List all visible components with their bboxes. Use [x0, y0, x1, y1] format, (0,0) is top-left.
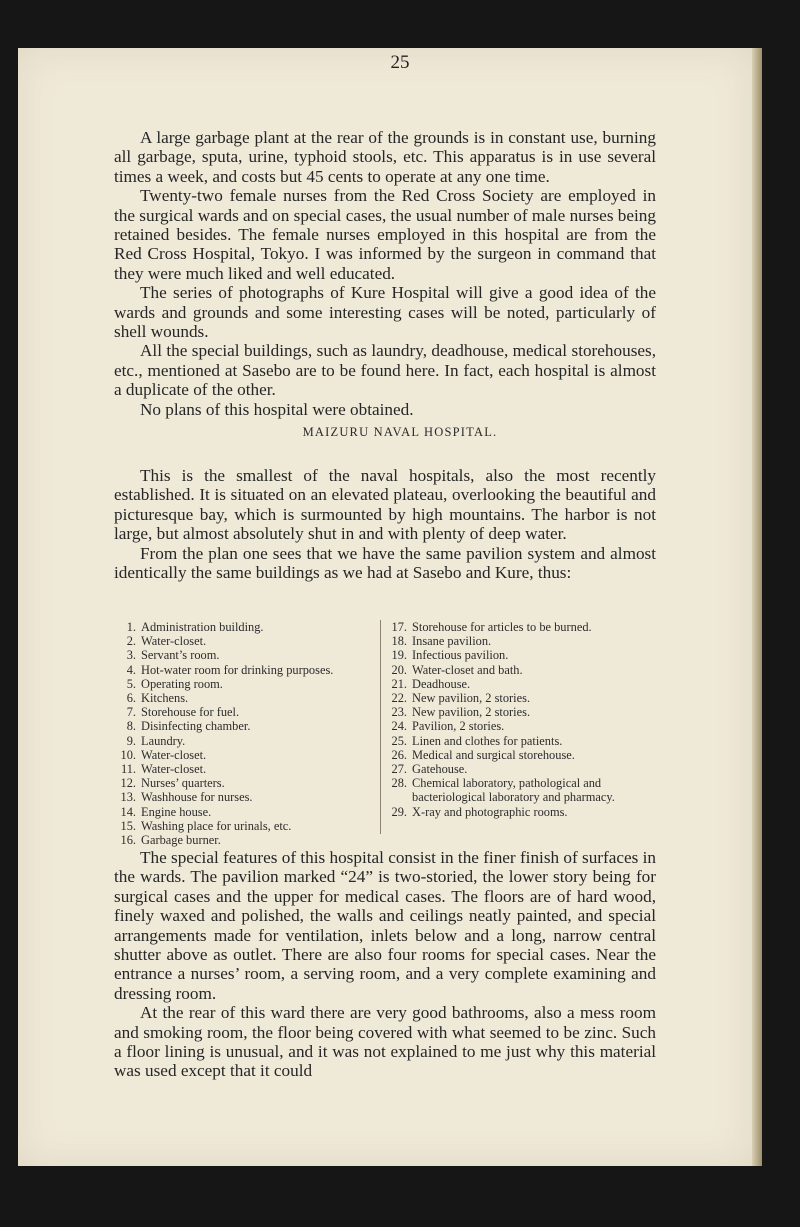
legend-item: 6. Kitchens.	[126, 691, 189, 706]
legend-item: 9. Laundry.	[126, 733, 186, 748]
legend-item: 5. Operating room.	[126, 676, 223, 691]
legend-item: 16. Garbage burner.	[120, 833, 221, 848]
page-number: 25	[390, 52, 410, 73]
building-legend-right	[380, 620, 667, 834]
legend-item: 4. Hot-water room for drinking purposes.	[126, 662, 334, 677]
page-edge	[752, 48, 762, 1166]
text-block-bottom	[114, 848, 656, 1081]
legend-item: 14. Engine house.	[120, 804, 212, 819]
paragraph: The series of photographs of Kure Hospital will give a good idea of the wards and grounds and some interesting cases will be noted, particularly of shell wounds.	[114, 283, 656, 342]
paragraph: All the special buildings, such as laundry, deadhouse, medical storehouses, etc., mentioned at Sasebo are to be found here. In fact, each hospital is almost a duplicate of the other.	[114, 341, 656, 400]
legend-item: 26. Medical and surgical storehouse.	[391, 747, 575, 762]
paragraph: No plans of this hospital were obtained.	[140, 399, 414, 419]
legend-item: 28. Chemical laboratory, pathological and bacteriological laboratory and pharmacy.	[391, 776, 615, 805]
legend-item: 12. Nurses’ quarters.	[120, 776, 225, 791]
legend-item: 19. Infectious pavilion.	[391, 648, 509, 663]
legend-item: 10. Water-closet.	[120, 747, 207, 762]
paragraph: From the plan one sees that we have the same pavilion system and almost identically the same buildings as we had at Sasebo and Kure, thus:	[114, 543, 656, 583]
text-block-middle	[114, 466, 656, 582]
legend-item: 20. Water-closet and bath.	[391, 662, 523, 677]
legend-item: 11. Water-closet.	[120, 762, 207, 777]
legend-item: 18. Insane pavilion.	[391, 634, 492, 649]
legend-item: 25. Linen and clothes for patients.	[391, 733, 563, 748]
legend-item: 21. Deadhouse.	[391, 676, 471, 691]
legend-item: 2. Water-closet.	[126, 634, 207, 649]
paragraph: At the rear of this ward there are very good bathrooms, also a mess room and smoking room, the floor being covered with what seemed to be zinc. Such a floor lining is unusual, and it was not explained to me just why this material was used except that it could	[114, 1003, 656, 1081]
paragraph: Twenty-two female nurses from the Red Cross Society are employed in the surgical wards and on special cases, the usual number of male nurses being retained besides. The female nurses employed in this hospital are from the Red Cross Hospital, Tokyo. I was informed by the surgeon in command that they were much liked and well educated.	[114, 186, 656, 283]
legend-item: 22. New pavilion, 2 stories.	[391, 691, 531, 706]
legend-item: 8. Disinfecting chamber.	[126, 719, 251, 734]
legend-item: 7. Storehouse for fuel.	[126, 705, 240, 720]
legend-item: 1. Administration building.	[126, 620, 264, 634]
paragraph: This is the smallest of the naval hospitals, also the most recently established. It is situated on an elevated plateau, overlooking the beautiful and picturesque bay, which is surmounted by high mountains. The harbor is not large, but almost absolutely shut in and with plenty of deep water.	[114, 466, 656, 544]
legend-item: 13. Washhouse for nurses.	[120, 790, 253, 805]
paragraph: The special features of this hospital consist in the finer finish of surfaces in the wards. The pavilion marked “24” is two-storied, the lower story being for surgical cases and the upper for medical cases. The floors are of hard wood, finely waxed and polished, the walls and ceilings neatly painted, and special arrangements made for ventilation, inlets below and a long, narrow central shutter above as outlet. There are also four rooms for special cases. Near the entrance a nurses’ room, a serving room, and a very complete examining and dressing room.	[114, 848, 656, 1003]
legend-item: 29. X-ray and photographic rooms.	[391, 804, 568, 819]
text-block-top	[114, 128, 656, 419]
building-legend-left	[114, 620, 369, 847]
legend-item: 24. Pavilion, 2 stories.	[391, 719, 505, 734]
legend-item: 17. Storehouse for articles to be burned.	[391, 620, 592, 634]
legend-item: 3. Servant’s room.	[126, 648, 220, 663]
legend-item: 15. Washing place for urinals, etc.	[120, 818, 292, 833]
legend-item: 27. Gatehouse.	[391, 762, 468, 777]
section-heading: MAIZURU NAVAL HOSPITAL.	[302, 425, 498, 439]
legend-item: 23. New pavilion, 2 stories.	[391, 705, 531, 720]
paragraph: A large garbage plant at the rear of the grounds is in constant use, burning all garbage, sputa, urine, typhoid stools, etc. This apparatus is in use several times a week, and costs but 45 cents to operate at any one time.	[114, 128, 656, 186]
